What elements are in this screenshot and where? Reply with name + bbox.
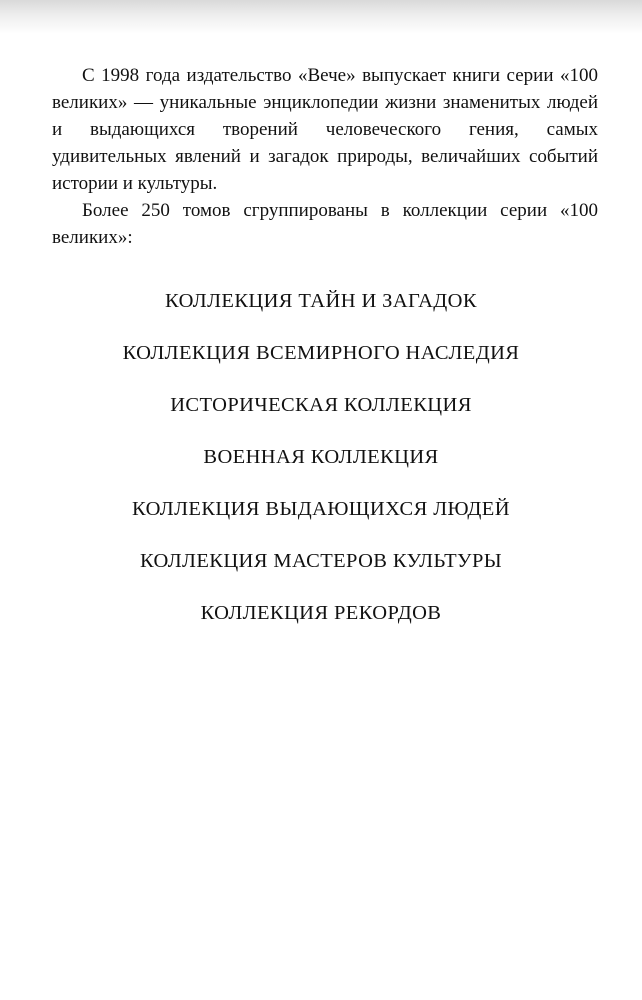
collection-item: КОЛЛЕКЦИЯ РЕКОРДОВ bbox=[200, 602, 442, 624]
intro-text bbox=[52, 62, 598, 251]
collection-item: ИСТОРИЧЕСКАЯ КОЛЛЕКЦИЯ bbox=[170, 394, 472, 416]
intro-paragraph-publisher: С 1998 года издательство «Вече» выпускает книги серии «100 великих» — уникальные энциклопедии жизни знаменитых людей и выдающихся творений человеческого гения, самых удивительных явлений и загадок природы, величайших событий истории и культуры. bbox=[52, 65, 598, 194]
intro-paragraph-volumes: Более 250 томов сгруппированы в коллекции серии «100 великих»: bbox=[52, 200, 598, 248]
collection-item: КОЛЛЕКЦИЯ МАСТЕРОВ КУЛЬТУРЫ bbox=[139, 550, 503, 572]
top-edge-shadow bbox=[0, 0, 642, 34]
collection-item: КОЛЛЕКЦИЯ ВЫДАЮЩИХСЯ ЛЮДЕЙ bbox=[132, 498, 510, 520]
collection-item: ВОЕННАЯ КОЛЛЕКЦИЯ bbox=[203, 446, 439, 468]
collections-list bbox=[0, 283, 642, 647]
collection-item: КОЛЛЕКЦИЯ ТАЙН И ЗАГАДОК bbox=[165, 290, 477, 312]
collection-item: КОЛЛЕКЦИЯ ВСЕМИРНОГО НАСЛЕДИЯ bbox=[122, 342, 520, 364]
